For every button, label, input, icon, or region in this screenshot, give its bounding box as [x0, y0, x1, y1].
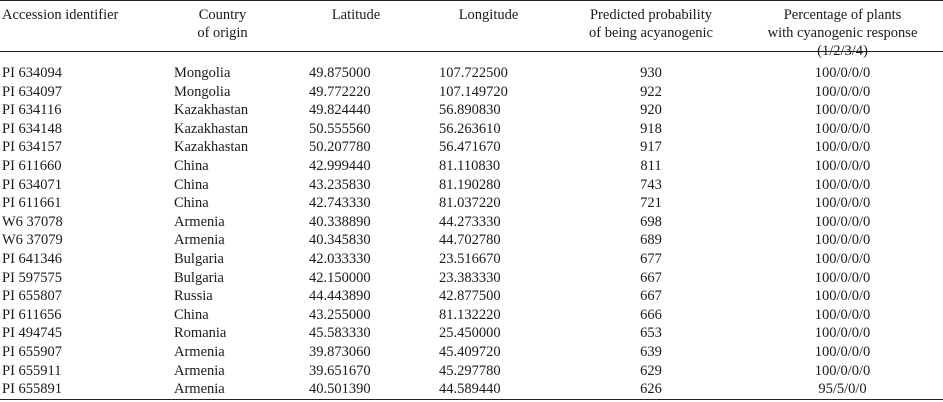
cell-longitude: 23.383330 — [439, 269, 501, 286]
cell-latitude: 42.999440 — [309, 157, 371, 174]
cell-country: Russia — [174, 288, 213, 305]
cell-predicted-probability: 689 — [640, 232, 662, 249]
cell-cyanogenic-percentage: 100/0/0/0 — [814, 288, 871, 305]
table-row — [0, 324, 943, 343]
table-row — [0, 176, 943, 195]
cell-predicted-probability: 653 — [640, 325, 662, 342]
cell-latitude: 50.207780 — [309, 139, 371, 156]
cell-cyanogenic-percentage: 100/0/0/0 — [814, 120, 871, 137]
table-row — [0, 269, 943, 288]
cell-accession-identifier: PI 611656 — [2, 306, 62, 323]
cell-accession-identifier: PI 634157 — [2, 139, 63, 156]
cell-accession-identifier: PI 655911 — [2, 362, 62, 379]
cell-longitude: 56.471670 — [439, 139, 501, 156]
table-row — [0, 120, 943, 139]
cell-country: Kazakhastan — [174, 102, 249, 119]
cell-longitude: 81.110830 — [439, 157, 501, 174]
cell-accession-identifier: PI 655807 — [2, 288, 63, 305]
cell-country: Mongolia — [174, 65, 231, 81]
table-row — [0, 362, 943, 381]
cell-accession-identifier: W6 37079 — [2, 232, 63, 249]
cell-longitude: 107.149720 — [439, 83, 508, 100]
cell-latitude: 43.255000 — [309, 306, 371, 323]
cell-cyanogenic-percentage: 100/0/0/0 — [814, 306, 871, 323]
table-row — [0, 83, 943, 102]
header-cyanogenic-percentage — [742, 0, 943, 60]
cell-longitude: 81.037220 — [439, 195, 501, 212]
cell-accession-identifier: PI 634071 — [2, 176, 63, 193]
cell-predicted-probability: 917 — [640, 139, 662, 156]
cell-longitude: 56.263610 — [439, 120, 501, 137]
cell-longitude: 56.890830 — [439, 102, 501, 119]
cell-country: China — [174, 176, 209, 193]
cell-longitude: 44.589440 — [439, 381, 501, 398]
cell-country: Armenia — [174, 213, 225, 230]
cell-cyanogenic-percentage: 100/0/0/0 — [814, 250, 871, 267]
cell-latitude: 40.501390 — [309, 381, 371, 398]
cell-latitude: 49.824440 — [309, 102, 371, 119]
cell-accession-identifier: PI 655907 — [2, 343, 63, 360]
cell-cyanogenic-percentage: 100/0/0/0 — [814, 83, 871, 100]
cell-cyanogenic-percentage: 100/0/0/0 — [814, 269, 871, 286]
table-row — [0, 231, 943, 250]
header-line: of being acyanogenic — [588, 25, 713, 41]
header-accession-identifier — [0, 0, 150, 60]
cell-cyanogenic-percentage: 100/0/0/0 — [814, 213, 871, 230]
cell-country: Armenia — [174, 232, 225, 249]
cell-longitude: 107.722500 — [439, 65, 508, 81]
header-line: Accession identifier — [2, 7, 119, 23]
header-line: Country — [198, 7, 247, 23]
cell-predicted-probability: 667 — [640, 269, 662, 286]
header-line: Longitude — [458, 7, 519, 23]
table-header — [0, 0, 943, 60]
table-row — [0, 380, 943, 399]
header-latitude — [295, 0, 417, 60]
cell-cyanogenic-percentage: 100/0/0/0 — [814, 343, 871, 360]
cell-predicted-probability: 930 — [640, 65, 662, 81]
table-row — [0, 60, 943, 83]
cell-latitude: 50.555560 — [309, 120, 371, 137]
header-longitude — [417, 0, 560, 60]
table-row — [0, 157, 943, 176]
table-row — [0, 213, 943, 232]
cell-country: Kazakhastan — [174, 139, 249, 156]
cell-cyanogenic-percentage: 100/0/0/0 — [814, 195, 871, 212]
cell-accession-identifier: PI 641346 — [2, 250, 63, 267]
cell-latitude: 44.443890 — [309, 288, 371, 305]
header-line: Percentage of plants — [783, 7, 902, 23]
cell-predicted-probability: 920 — [640, 102, 662, 119]
cell-accession-identifier: W6 37078 — [2, 213, 63, 230]
header-predicted-probability — [560, 0, 742, 60]
cell-accession-identifier: PI 634097 — [2, 83, 63, 100]
cell-cyanogenic-percentage: 100/0/0/0 — [814, 65, 871, 81]
cell-latitude: 39.873060 — [309, 343, 371, 360]
cell-predicted-probability: 698 — [640, 213, 662, 230]
cell-predicted-probability: 639 — [640, 343, 662, 360]
cell-accession-identifier: PI 634116 — [2, 102, 62, 119]
table-row — [0, 287, 943, 306]
cell-predicted-probability: 626 — [640, 381, 662, 398]
cell-predicted-probability: 743 — [640, 176, 662, 193]
cell-latitude: 49.875000 — [309, 65, 371, 81]
cell-longitude: 44.273330 — [439, 213, 501, 230]
header-country-of-origin — [150, 0, 295, 60]
table-row — [0, 101, 943, 120]
cell-cyanogenic-percentage: 100/0/0/0 — [814, 362, 871, 379]
cell-longitude: 45.409720 — [439, 343, 501, 360]
cell-country: Armenia — [174, 362, 225, 379]
cell-predicted-probability: 918 — [640, 120, 662, 137]
cell-country: Armenia — [174, 343, 225, 360]
table-row — [0, 194, 943, 213]
cell-latitude: 42.033330 — [309, 250, 371, 267]
cell-predicted-probability: 666 — [640, 306, 662, 323]
cell-predicted-probability: 721 — [640, 195, 662, 212]
header-line: Latitude — [331, 7, 381, 23]
cell-country: Romania — [174, 325, 227, 342]
table-row — [0, 250, 943, 269]
cell-latitude: 42.743330 — [309, 195, 371, 212]
header-line: with cyanogenic response (1/2/3/4) — [767, 25, 918, 59]
cell-accession-identifier: PI 655891 — [2, 381, 63, 398]
cell-accession-identifier: PI 611660 — [2, 157, 62, 174]
cell-accession-identifier: PI 494745 — [2, 325, 63, 342]
cell-latitude: 40.345830 — [309, 232, 371, 249]
cell-accession-identifier: PI 597575 — [2, 269, 63, 286]
cell-country: Bulgaria — [174, 250, 224, 267]
cell-cyanogenic-percentage: 95/5/0/0 — [818, 381, 867, 398]
cell-country: Kazakhastan — [174, 120, 249, 137]
cell-latitude: 39.651670 — [309, 362, 371, 379]
header-line: Predicted probability — [589, 7, 712, 23]
cell-predicted-probability: 811 — [640, 157, 662, 174]
cell-predicted-probability: 922 — [640, 83, 662, 100]
cell-longitude: 81.132220 — [439, 306, 501, 323]
cell-longitude: 45.297780 — [439, 362, 501, 379]
header-line: of origin — [197, 25, 248, 41]
cell-predicted-probability: 677 — [640, 250, 662, 267]
cell-latitude: 43.235830 — [309, 176, 371, 193]
cell-country: Mongolia — [174, 83, 231, 100]
cell-latitude: 49.772220 — [309, 83, 371, 100]
table-body — [0, 60, 943, 399]
cell-cyanogenic-percentage: 100/0/0/0 — [814, 176, 871, 193]
cell-longitude: 23.516670 — [439, 250, 501, 267]
cell-country: China — [174, 195, 209, 212]
cell-accession-identifier: PI 634148 — [2, 120, 63, 137]
cell-accession-identifier: PI 634094 — [2, 65, 63, 81]
table-row — [0, 138, 943, 157]
cell-country: China — [174, 157, 209, 174]
cell-cyanogenic-percentage: 100/0/0/0 — [814, 139, 871, 156]
cell-latitude: 40.338890 — [309, 213, 371, 230]
cell-latitude: 42.150000 — [309, 269, 371, 286]
cell-longitude: 42.877500 — [439, 288, 501, 305]
cell-cyanogenic-percentage: 100/0/0/0 — [814, 102, 871, 119]
cell-longitude: 25.450000 — [439, 325, 501, 342]
cell-country: China — [174, 306, 209, 323]
table-row — [0, 343, 943, 362]
cell-country: Armenia — [174, 381, 225, 398]
cell-cyanogenic-percentage: 100/0/0/0 — [814, 325, 871, 342]
cell-country: Bulgaria — [174, 269, 224, 286]
cell-latitude: 45.583330 — [309, 325, 371, 342]
cell-predicted-probability: 629 — [640, 362, 662, 379]
bottom-rule — [0, 399, 943, 400]
cell-longitude: 81.190280 — [439, 176, 501, 193]
cell-longitude: 44.702780 — [439, 232, 501, 249]
cell-cyanogenic-percentage: 100/0/0/0 — [814, 232, 871, 249]
cell-cyanogenic-percentage: 100/0/0/0 — [814, 157, 871, 174]
table-row — [0, 306, 943, 325]
cell-predicted-probability: 667 — [640, 288, 662, 305]
cell-accession-identifier: PI 611661 — [2, 195, 62, 212]
